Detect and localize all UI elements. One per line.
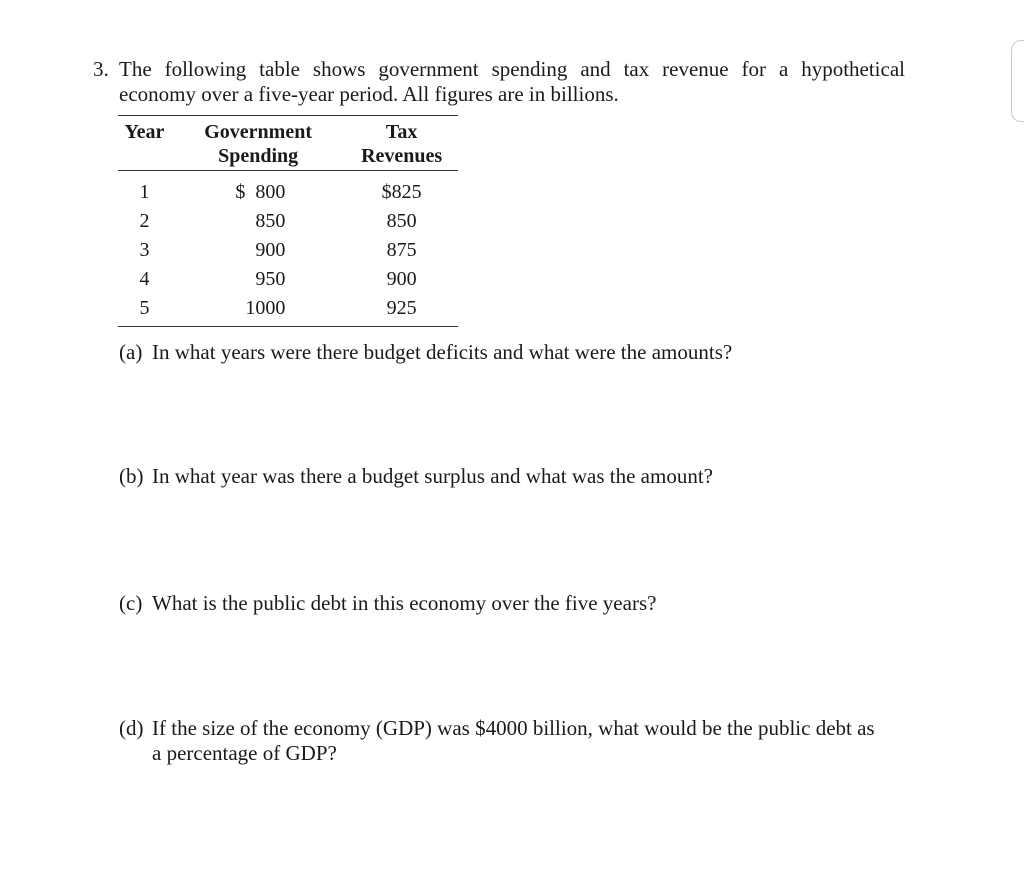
- header-spending-line-2: Spending: [218, 145, 299, 167]
- question-part-d: [119, 716, 909, 765]
- part-b-text: In what year was there a budget surplus and what was the amount?: [152, 464, 713, 488]
- question-part-a: [119, 340, 732, 365]
- cell-year: 3: [139, 238, 150, 261]
- cell-year: 4: [139, 267, 150, 290]
- cell-spending: 850: [255, 209, 286, 232]
- table-body: [118, 171, 458, 327]
- cell-tax: 925: [386, 296, 417, 319]
- cell-tax: 900: [386, 267, 417, 290]
- question-part-b: [119, 464, 713, 489]
- intro-line-1: The following table shows government spending and tax revenue for a hypothetical: [119, 57, 905, 81]
- table-row: [118, 293, 458, 327]
- header-year-label: Year: [124, 121, 165, 143]
- part-c-text: What is the public debt in this economy over the five years?: [152, 591, 657, 615]
- cell-spending: 1000: [245, 296, 286, 319]
- cell-spending: 950: [255, 267, 286, 290]
- cell-tax: 875: [386, 238, 417, 261]
- part-a-label: (a): [119, 340, 143, 364]
- cell-year: 5: [139, 296, 150, 319]
- table-row: [118, 171, 458, 207]
- header-tax-line-2: Revenues: [361, 145, 443, 167]
- cell-spending: $ 800: [235, 180, 286, 203]
- part-d-text-line-2: a percentage of GDP?: [152, 741, 337, 765]
- table-row: [118, 235, 458, 264]
- header-tax-line-1: Tax: [385, 121, 418, 143]
- cell-year: 1: [139, 180, 150, 203]
- cell-tax: 850: [386, 209, 417, 232]
- part-c-label: (c): [119, 591, 143, 615]
- table-header-row: [118, 116, 458, 171]
- table-row: [118, 264, 458, 293]
- cell-spending: 900: [255, 238, 286, 261]
- header-spending-line-1: Government: [204, 121, 312, 143]
- question-part-c: [119, 591, 656, 616]
- cell-year: 2: [139, 209, 150, 232]
- part-b-label: (b): [119, 464, 144, 488]
- header-year: [118, 116, 171, 171]
- scroll-edge-handle[interactable]: [1011, 40, 1024, 122]
- table-row: [118, 206, 458, 235]
- part-d-label: (d): [119, 716, 144, 740]
- intro-line-2: economy over a five-year period. All figures are in billions.: [119, 82, 619, 106]
- part-d-text-line-1: If the size of the economy (GDP) was $4000 billion, what would be the public debt as: [152, 716, 875, 740]
- question-number: 3.: [93, 57, 109, 81]
- spending-revenue-table: [118, 115, 458, 327]
- header-tax-revenues: [345, 116, 458, 171]
- part-d-text: [152, 716, 909, 766]
- question-intro: [119, 57, 905, 107]
- part-a-text: In what years were there budget deficits and what were the amounts?: [152, 340, 733, 364]
- table-header: [118, 116, 458, 171]
- header-government-spending: [171, 116, 345, 171]
- cell-tax: $825: [381, 180, 422, 203]
